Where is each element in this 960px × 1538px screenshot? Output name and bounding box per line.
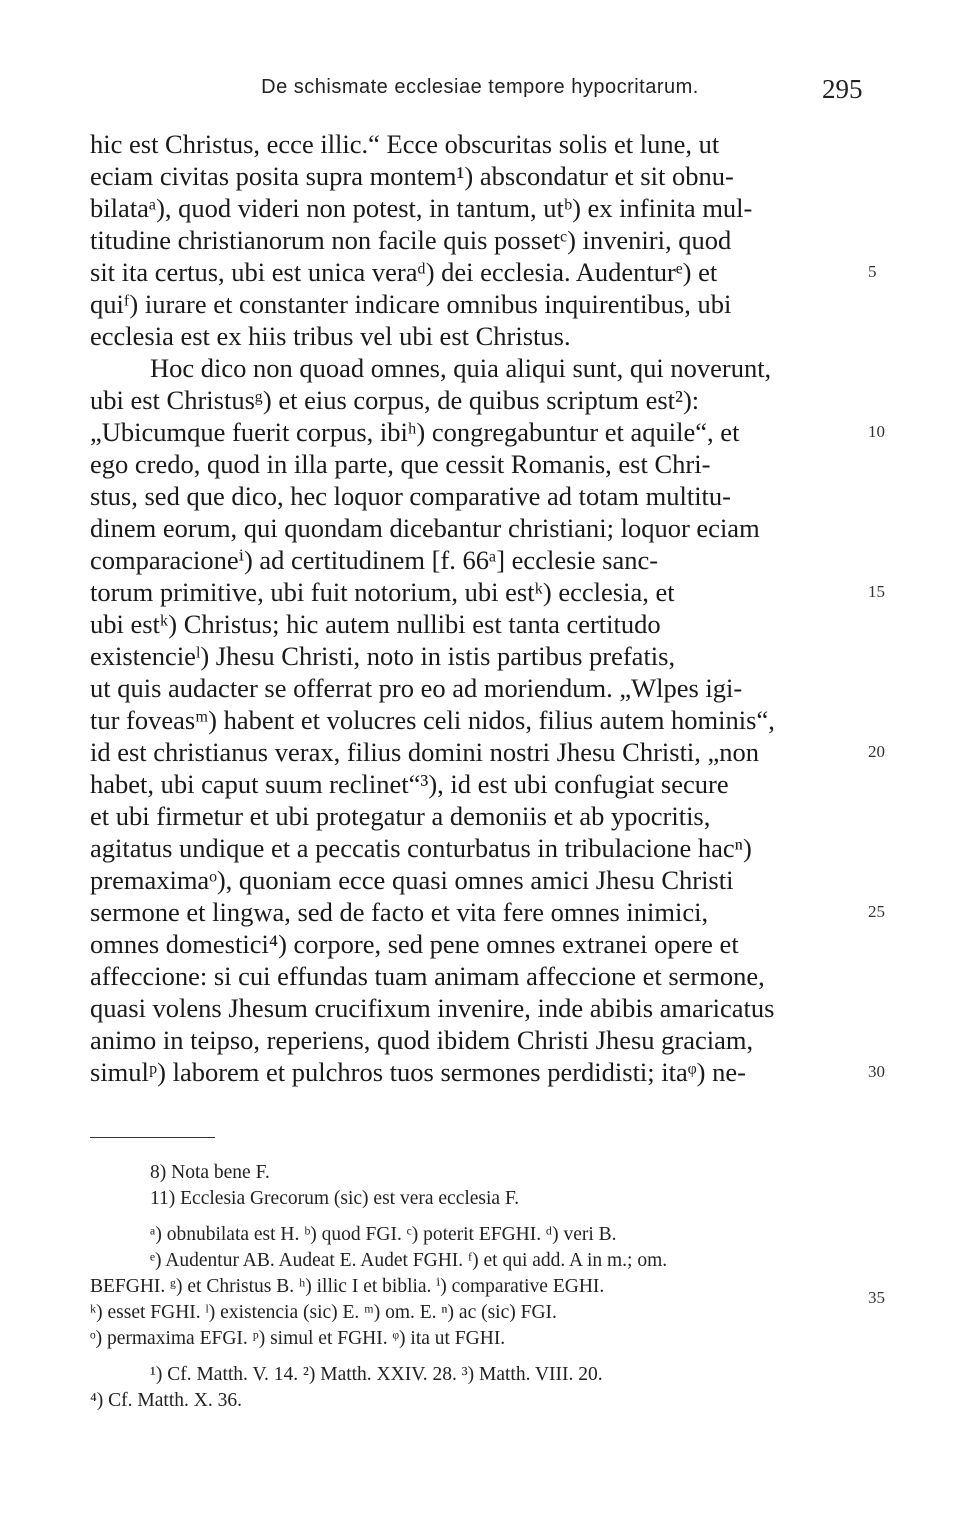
- text-line: ubi estᵏ) Christus; hic autem nullibi est tanta certitudo: [90, 609, 661, 639]
- text-line: titudine christianorum non facile quis possetᶜ) inveniri, quod: [90, 225, 732, 255]
- line-number: 10: [868, 422, 885, 441]
- line-number: 30: [868, 1062, 885, 1081]
- line-number: 25: [868, 902, 885, 921]
- marginal-note: 11) Ecclesia Grecorum (sic) est vera ecclesia F.: [150, 1188, 520, 1209]
- apparatus-note: ᵉ) Audentur AB. Audeat E. Audet FGHI. ᶠ) et qui add. A in m.; om.: [150, 1250, 668, 1271]
- text-line: Hoc dico non quoad omnes, quia aliqui sunt, qui noverunt,: [150, 353, 772, 383]
- text-line: quiᶠ) iurare et constanter indicare omnibus inquirentibus, ubi: [90, 289, 732, 319]
- text-line: simulᵖ) laborem et pulchros tuos sermones perdidisti; itaᵠ) ne-: [90, 1057, 746, 1087]
- text-line: bilataᵃ), quod videri non potest, in tantum, utᵇ) ex infinita mul-: [90, 193, 753, 223]
- text-line: comparacioneⁱ) ad certitudinem [f. 66ᵃ] ecclesie sanc-: [90, 545, 659, 575]
- text-line: ubi est Christusᵍ) et eius corpus, de quibus scriptum est²):: [90, 385, 700, 415]
- text-line: ut quis audacter se offerrat pro eo ad moriendum. „Wlpes igi-: [90, 673, 743, 703]
- text-line: quasi volens Jhesum crucifixum invenire, inde abibis amaricatus: [90, 993, 775, 1023]
- text-line: dinem eorum, qui quondam dicebantur christiani; loquor eciam: [90, 513, 760, 543]
- text-line: omnes domestici⁴) corpore, sed pene omnes extranei opere et: [90, 929, 739, 959]
- text-line: sit ita certus, ubi est unica veraᵈ) dei ecclesia. Audenturᵉ) et: [90, 257, 718, 287]
- text-line: et ubi firmetur et ubi protegatur a demoniis et ab ypocritis,: [90, 801, 711, 831]
- text-line: animo in teipso, reperiens, quod ibidem Christi Jhesu graciam,: [90, 1025, 754, 1055]
- apparatus-note: ᵒ) permaxima EFGI. ᵖ) simul et FGHI. ᵠ) ita ut FGHI.: [90, 1328, 506, 1349]
- text-line: agitatus undique et a peccatis conturbatus in tribulacione hacⁿ): [90, 833, 752, 863]
- text-line: ego credo, quod in illa parte, que cessit Romanis, est Chri-: [90, 449, 711, 479]
- apparatus-note: BEFGHI. ᵍ) et Christus B. ʰ) illic I et biblia. ⁱ) comparative EGHI.: [90, 1276, 605, 1297]
- text-line: „Ubicumque fuerit corpus, ibiʰ) congregabuntur et aquile“, et: [90, 417, 740, 447]
- text-line: tur foveasᵐ) habent et volucres celi nidos, filius autem hominis“,: [90, 705, 775, 735]
- apparatus-note: ᵃ) obnubilata est H. ᵇ) quod FGI. ᶜ) poterit EFGHI. ᵈ) veri B.: [150, 1224, 617, 1245]
- text-line: sermone et lingwa, sed de facto et vita fere omnes inimici,: [90, 897, 709, 927]
- text-line: affeccione: si cui effundas tuam animam affeccione et sermone,: [90, 961, 765, 991]
- source-note: ¹) Cf. Matth. V. 14. ²) Matth. XXIV. 28. ³) Matth. VIII. 20.: [150, 1364, 603, 1385]
- footnote-separator: [90, 1137, 215, 1138]
- text-line: torum primitive, ubi fuit notorium, ubi estᵏ) ecclesia, et: [90, 577, 675, 607]
- source-note: ⁴) Cf. Matth. X. 36.: [90, 1390, 242, 1411]
- text-line: eciam civitas posita supra montem¹) abscondatur et sit obnu-: [90, 161, 734, 191]
- apparatus-note: ᵏ) esset FGHI. ˡ) existencia (sic) E. ᵐ) om. E. ⁿ) ac (sic) FGI.: [90, 1302, 557, 1323]
- text-line: hic est Christus, ecce illic.“ Ecce obscuritas solis et lune, ut: [90, 129, 720, 159]
- page-number: 295: [822, 74, 863, 104]
- line-number: 15: [868, 582, 885, 601]
- footnotes: [90, 1160, 865, 1414]
- text-line: existencieˡ) Jhesu Christi, noto in istis partibus prefatis,: [90, 641, 676, 671]
- text-line: id est christianus verax, filius domini nostri Jhesu Christi, „non: [90, 737, 760, 767]
- line-number: 20: [868, 742, 885, 761]
- line-number: 35: [868, 1288, 885, 1307]
- marginal-note: 8) Nota bene F.: [150, 1162, 270, 1183]
- text-line: ecclesia est ex hiis tribus vel ubi est Christus.: [90, 321, 571, 351]
- text-line: premaximaᵒ), quoniam ecce quasi omnes amici Jhesu Christi: [90, 865, 734, 895]
- line-number: 5: [868, 262, 877, 281]
- running-header: De schismate ecclesiae tempore hypocritarum.: [261, 76, 699, 98]
- main-text: [90, 128, 860, 1088]
- text-line: habet, ubi caput suum reclinet“³), id est ubi confugiat secure: [90, 769, 729, 799]
- text-line: stus, sed que dico, hec loquor comparative ad totam multitu-: [90, 481, 731, 511]
